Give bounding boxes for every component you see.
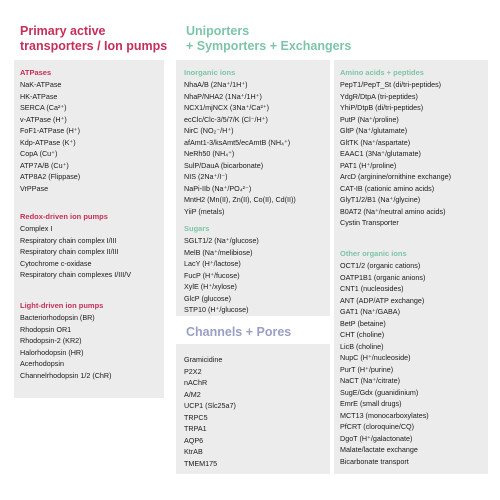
list-item: Rhodopsin OR1 [20,324,72,334]
list-item: XylE (H⁺/xylose) [184,282,237,291]
list-item: KtrAB [184,447,203,456]
list-item: Rhodopsin-2 (KR2) [20,336,82,345]
list-item: NirC (NO₂⁻/H⁺) [184,126,234,135]
list-item: SulP/DauA (bicarbonate) [184,160,264,170]
list-item: Complex I [20,224,53,233]
list-item: Channelrhodopsin 1/2 (ChR) [20,370,112,380]
list-item: afAmt1-3/ksAmt5/ecAmtB (NH₄⁺) [184,137,291,147]
section-title-amino: Amino acids + peptides [340,68,424,77]
list-item: NhaP/NHA2 (1Na⁺/1H⁺) [184,91,262,101]
list-item: GlcP (glucose) [184,293,232,303]
channels-section [184,354,236,469]
list-item: Cystin Transporter [340,218,399,227]
list-item: YiiP (metals) [184,206,225,216]
list-item: Halorhodopsin (HR) [20,347,84,357]
list-item: Respiratory chain complexes I/III/V [20,270,132,279]
list-item: ANT (ADP/ATP exchange) [340,295,425,305]
list-item: CopA (Cu⁺) [20,149,58,158]
list-item: OCT1/2 (organic cations) [340,261,421,270]
list-item: Malate/lactate exchange [340,445,418,454]
list-item: LacY (H⁺/lactose) [184,259,241,268]
list-item: Cytochrome c-oxidase [20,258,92,268]
list-item: STP10 (H⁺/glucose) [184,305,249,314]
list-item: NhaA/B (2Na⁺/1H⁺) [184,80,248,89]
list-item: v-ATPase (H⁺) [20,114,67,124]
list-item: Respiratory chain complex II/III [20,247,119,256]
list-item: HK-ATPase [20,91,58,101]
primary-title [20,24,167,54]
list-item: GlyT1/2/B1 (Na⁺/glycine) [340,195,421,204]
list-item: OATP1B1 (organic anions) [340,272,426,282]
list-item: PurT (H⁺/purine) [340,364,394,374]
list-item: CNT1 (nucleosides) [340,284,404,293]
list-item: NeRh50 (NH₄⁺) [184,149,235,158]
list-item: YhiP/DtpB (di/tri-peptides) [340,103,424,112]
list-item: MCT13 (monocarboxylates) [340,410,429,420]
primary-title-line2: transporters / Ion pumps [20,39,168,53]
organic-section [340,249,429,467]
list-item: NaK-ATPase [20,80,62,89]
list-item: PfCRT (cloroquine/CQ) [340,422,415,431]
list-item: ArcD (arginine/ornithine exchange) [340,172,452,181]
list-item: SGLT1/2 (Na⁺/glucose) [184,236,259,245]
sugars-section [184,224,259,316]
list-item: MntH2 (Mn(II), Zn(II), Co(II), Cd(II)) [184,195,296,204]
list-item: FoF1-ATPase (H⁺) [20,126,80,135]
section-title-atpases: ATPases [20,68,52,77]
list-item: MelB (Na⁺/melibiose) [184,247,253,257]
list-item: SERCA (Ca²⁺) [20,103,67,112]
section-title-light: Light-driven ion pumps [20,301,104,310]
light-section [20,301,112,381]
list-item: NaCT (Na⁺/citrate) [340,376,400,385]
amino-section [340,68,451,229]
list-item: BetP (betaine) [340,318,386,328]
list-item: CHT (choline) [340,330,385,339]
list-item: VrPPase [20,183,49,193]
list-item: PutP (Na⁺/proline) [340,114,399,124]
section-title-inorganic: Inorganic ions [184,68,236,77]
atpases-section [20,68,80,194]
list-item: TMEM175 [184,458,218,468]
list-item: Bacteriorhodopsin (BR) [20,313,95,322]
list-item: Gramicidine [184,355,223,364]
list-item: CAT-IB (cationic amino acids) [340,183,435,193]
primary-title-line1: Primary active [20,24,106,38]
list-item: NCX1/mjNCX (3Na⁺/Ca²⁺) [184,103,270,112]
list-item: YdgR/DtpA (tri-peptides) [340,91,418,101]
list-item: SugE/Gdx (guanidinium) [340,387,419,397]
list-item: Acerhodopsin [20,359,64,368]
list-item: B0AT2 (Na⁺/neutral amino acids) [340,206,446,216]
list-item: ecClc/Clc-3/5/7/K (Cl⁻/H⁺) [184,114,268,124]
channels-title-line: Channels + Pores [186,325,292,339]
uniporters-title-line2: + Symporters + Exchangers [186,39,352,53]
section-title-organic: Other organic ions [340,249,407,258]
list-item: ATP7A/B (Cu⁺) [20,160,69,170]
list-item: DgoT (H⁺/galactonate) [340,433,413,443]
list-item: UCP1 (Slc25a7) [184,401,236,410]
section-title-sugars: Sugars [184,224,210,233]
list-item: PepT1/PepT_St (di/tri-peptides) [340,80,442,89]
list-item: AQP6 [184,435,204,445]
list-item: EmrE (small drugs) [340,399,402,408]
list-item: GltP (Na⁺/glutamate) [340,126,408,135]
list-item: NupC (H⁺/nucleoside) [340,353,411,362]
list-item: Bicarbonate transport [340,456,409,466]
list-item: GAT1 (Na⁺/GABA) [340,307,400,316]
list-item: FucP (H⁺/fucose) [184,270,240,280]
list-item: TRPA1 [184,424,207,433]
list-item: GltTK (Na⁺/aspartate) [340,137,411,147]
list-item: EAAC1 (3Na⁺/glutamate) [340,149,421,158]
list-item: P2X2 [184,366,202,376]
channels-title [186,325,291,340]
uniporters-title [186,24,351,54]
list-item: TRPC5 [184,412,208,422]
list-item: ATP8A2 (Flippase) [20,172,81,181]
list-item: nAChR [184,378,208,387]
list-item: Kdp-ATPase (K⁺) [20,137,76,147]
list-item: NaPi-IIb (Na⁺/PO₄²⁻) [184,183,252,193]
list-item: A/M2 [184,389,201,399]
list-item: LicB (choline) [340,341,384,351]
section-title-redox: Redox-driven ion pumps [20,212,108,221]
list-item: NIS (2Na⁺/I⁻) [184,172,228,181]
uniporters-title-line1: Uniporters [186,24,250,38]
list-item: Respiratory chain complex I/III [20,235,117,245]
inorganic-section [184,68,296,217]
redox-section [20,212,131,281]
list-item: PAT1 (H⁺/proline) [340,160,397,170]
